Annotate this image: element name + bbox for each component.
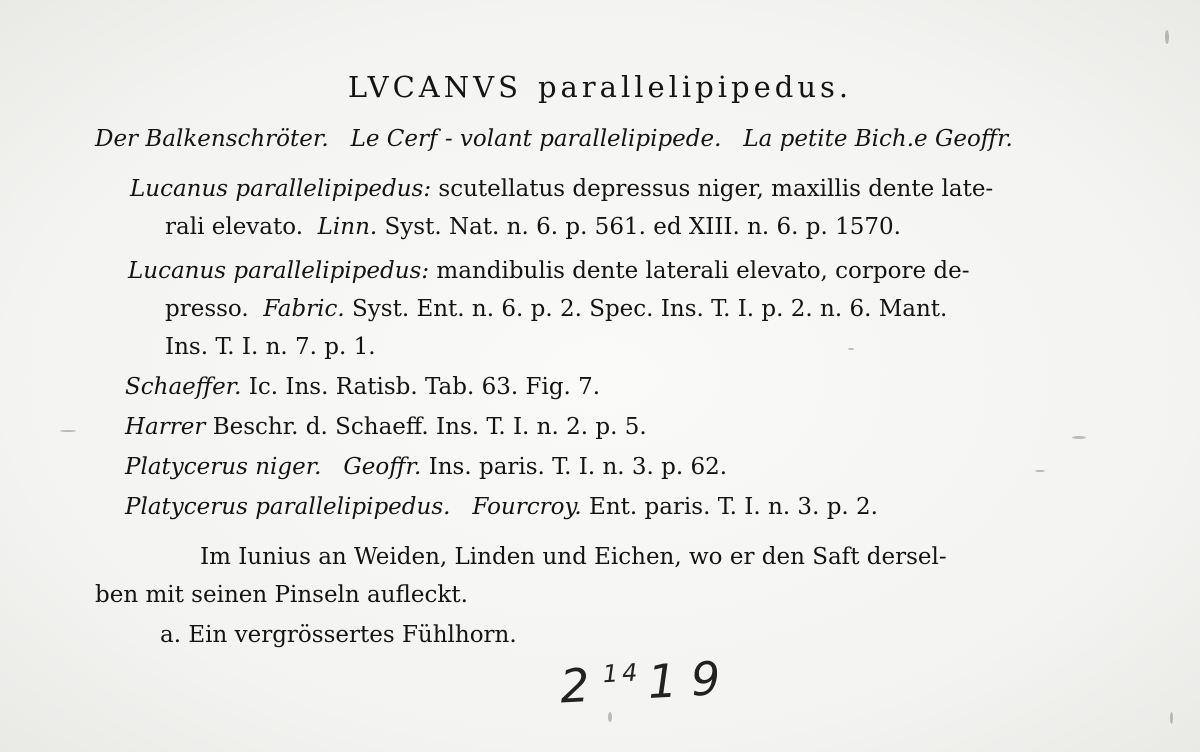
handwritten-note-superscript: 14: [602, 658, 643, 689]
harrer-citation: Beschr. d. Schaeff. Ins. T. I. n. 2. p. 5.: [212, 414, 647, 440]
linnaeus-species-name: Lucanus parallelipipedus:: [130, 176, 432, 202]
fabricius-ref-line-2: [165, 294, 947, 324]
fourcroy-ref-line: [125, 492, 878, 522]
paper-speck: [1170, 712, 1173, 724]
common-names-line: [95, 124, 1013, 154]
linnaeus-citation: Syst. Nat. n. 6. p. 561. ed XIII. n. 6. p. 1570.: [384, 214, 901, 240]
linnaeus-ref-line-2: [165, 212, 901, 242]
fourcroy-species-name: Platycerus parallelipipedus.: [125, 494, 451, 520]
handwritten-note-first: 2: [558, 657, 605, 714]
paper-speck: [848, 348, 854, 350]
fabricius-citation: Syst. Ent. n. 6. p. 2. Spec. Ins. T. I. p. 2. n. 6. Mant.: [352, 296, 948, 322]
title-genus: LVCANVS: [347, 70, 522, 104]
handwritten-note-second: 19: [646, 650, 736, 709]
figure-caption: a. Ein vergrössertes Fühlhorn.: [160, 622, 517, 648]
linnaeus-diagnosis: scutellatus depressus niger, maxillis dente late-: [438, 176, 994, 202]
french-name: Le Cerf - volant parallelipipede.: [350, 126, 722, 152]
paper-speck: [608, 712, 612, 722]
geoffroy-species-name: Platycerus niger.: [125, 454, 322, 480]
linnaeus-ref-line-1: [130, 174, 993, 204]
linnaeus-author: Linn.: [317, 214, 378, 240]
handwritten-note: [559, 650, 736, 713]
fabricius-citation-end: Ins. T. I. n. 7. p. 1.: [165, 334, 376, 360]
fabricius-diagnosis-end: presso.: [165, 296, 249, 322]
geoffroy-citation: Ins. paris. T. I. n. 3. p. 62.: [428, 454, 728, 480]
habitat-description-line-1: Im Iunius an Weiden, Linden und Eichen, wo er den Saft dersel-: [200, 544, 947, 570]
paper-speck: [1072, 436, 1086, 439]
geoffroy-name: La petite Bich.e Geoffr.: [743, 126, 1013, 152]
geoffroy-ref-line: [125, 452, 727, 482]
paper-speck: [1035, 470, 1045, 472]
paper-speck: [60, 430, 76, 432]
linnaeus-diagnosis-end: rali elevato.: [165, 214, 304, 240]
schaeffer-author: Schaeffer.: [125, 374, 242, 400]
geoffroy-author: Geoffr.: [343, 454, 422, 480]
fabricius-ref-line-1: [128, 256, 969, 286]
fourcroy-citation: Ent. paris. T. I. n. 3. p. 2.: [589, 494, 878, 520]
harrer-ref-line: [125, 412, 647, 442]
title-species: parallelipipedus.: [537, 70, 853, 104]
fourcroy-author: Fourcroy.: [472, 494, 582, 520]
schaeffer-citation: Ic. Ins. Ratisb. Tab. 63. Fig. 7.: [248, 374, 601, 400]
harrer-author: Harrer: [125, 414, 206, 440]
paper-speck: [1165, 30, 1169, 44]
fabricius-diagnosis: mandibulis dente laterali elevato, corpore de-: [436, 258, 970, 284]
fabricius-author: Fabric.: [263, 296, 345, 322]
habitat-description-line-2: ben mit seinen Pinseln aufleckt.: [95, 582, 468, 608]
page-title: [0, 70, 1200, 104]
german-name: Der Balkenschröter.: [95, 126, 329, 152]
schaeffer-ref-line: [125, 372, 600, 402]
fabricius-species-name: Lucanus parallelipipedus:: [128, 258, 430, 284]
fabricius-ref-line-3: [165, 332, 376, 362]
